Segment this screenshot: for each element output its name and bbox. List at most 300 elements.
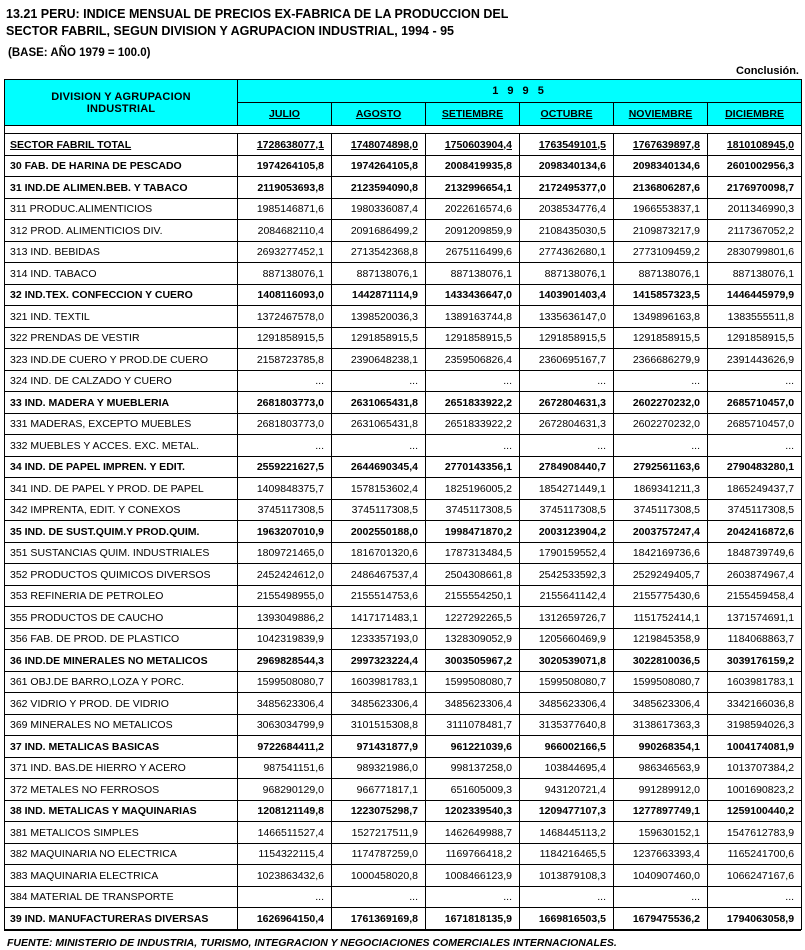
table-row	[5, 241, 802, 263]
row-value: ...	[520, 435, 614, 457]
row-value: 1393049886,2	[238, 607, 332, 629]
row-value: 1004174081,9	[708, 736, 802, 758]
row-value: 1985146871,6	[238, 198, 332, 220]
row-value: 1466511527,4	[238, 822, 332, 844]
row-value: 1417171483,1	[332, 607, 426, 629]
row-value: 3745117308,5	[520, 499, 614, 521]
row-value: 1174787259,0	[332, 843, 426, 865]
row-value: 1750603904,4	[426, 134, 520, 156]
row-value: 2390648238,1	[332, 349, 426, 371]
row-label-text: 313 IND. BEBIDAS	[10, 246, 100, 259]
column-header-division-line2: INDUSTRIAL	[86, 102, 156, 115]
table-row	[5, 327, 802, 349]
row-value: 1446445979,9	[708, 284, 802, 306]
row-value: ...	[332, 886, 426, 908]
row-label-text: 312 PROD. ALIMENTICIOS DIV.	[10, 224, 163, 237]
row-value: 2155775430,6	[614, 585, 708, 607]
row-label-text: 382 MAQUINARIA NO ELECTRICA	[10, 848, 177, 861]
table-row	[5, 585, 802, 607]
row-value: ...	[426, 435, 520, 457]
row-value: 2091209859,9	[426, 220, 520, 242]
row-label-text: 341 IND. DE PAPEL Y PROD. DE PAPEL	[10, 482, 204, 495]
title-line-1: 13.21 PERU: INDICE MENSUAL DE PRECIOS EX-FABRICA DE LA PRODUCCION DEL	[6, 7, 509, 21]
row-value: 1865249437,7	[708, 478, 802, 500]
row-value: 1398520036,3	[332, 306, 426, 328]
row-label-text: 34 IND. DE PAPEL IMPREN. Y EDIT.	[10, 461, 185, 474]
row-label	[5, 413, 238, 435]
row-value: 103844695,4	[520, 757, 614, 779]
row-value: 2830799801,6	[708, 241, 802, 263]
row-label-text: 371 IND. BAS.DE HIERRO Y ACERO	[10, 762, 186, 775]
row-value: 2155554250,1	[426, 585, 520, 607]
column-header-month-diciembre: DICIEMBRE	[708, 103, 802, 126]
table-row	[5, 757, 802, 779]
row-label	[5, 800, 238, 822]
row-label	[5, 564, 238, 586]
row-value: 1854271449,1	[520, 478, 614, 500]
row-label-text: 38 IND. METALICAS Y MAQUINARIAS	[10, 805, 197, 818]
row-value: 1603981783,1	[332, 671, 426, 693]
row-value: 2529249405,7	[614, 564, 708, 586]
row-label-text: 369 MINERALES NO METALICOS	[10, 719, 173, 732]
row-value: 3745117308,5	[332, 499, 426, 521]
row-value: 3198594026,3	[708, 714, 802, 736]
row-value: 1066247167,6	[708, 865, 802, 887]
row-value: 9722684411,2	[238, 736, 332, 758]
row-value: 1259100440,2	[708, 800, 802, 822]
row-value: 1013707384,2	[708, 757, 802, 779]
row-value: 2359506826,4	[426, 349, 520, 371]
row-value: 943120721,4	[520, 779, 614, 801]
row-value: 1277897749,1	[614, 800, 708, 822]
row-label-text: 30 FAB. DE HARINA DE PESCADO	[10, 160, 182, 173]
column-header-month-agosto: AGOSTO	[332, 103, 426, 126]
row-label	[5, 757, 238, 779]
row-value: 2136806287,6	[614, 177, 708, 199]
row-value: 2155641142,4	[520, 585, 614, 607]
row-label-text: 322 PRENDAS DE VESTIR	[10, 332, 140, 345]
row-value: 1312659726,7	[520, 607, 614, 629]
row-label	[5, 521, 238, 543]
row-label-text: 384 MATERIAL DE TRANSPORTE	[10, 891, 174, 904]
row-value: 1816701320,6	[332, 542, 426, 564]
row-value: ...	[614, 886, 708, 908]
row-label-text: 37 IND. METALICAS BASICAS	[10, 740, 160, 753]
row-value: 2366686279,9	[614, 349, 708, 371]
row-value: 1008466123,9	[426, 865, 520, 887]
row-value: 2997323224,4	[332, 650, 426, 672]
row-value: 1527217511,9	[332, 822, 426, 844]
row-value: 3101515308,8	[332, 714, 426, 736]
row-value: 2119053693,8	[238, 177, 332, 199]
row-value: 998137258,0	[426, 757, 520, 779]
row-value: 3022810036,5	[614, 650, 708, 672]
row-value: 2155459458,4	[708, 585, 802, 607]
row-value: 2685710457,0	[708, 413, 802, 435]
row-value: 1291858915,5	[426, 327, 520, 349]
row-label	[5, 370, 238, 392]
row-value: 1223075298,7	[332, 800, 426, 822]
row-value: 1671818135,9	[426, 908, 520, 930]
table-row	[5, 714, 802, 736]
row-value: ...	[708, 370, 802, 392]
row-value: 2773109459,2	[614, 241, 708, 263]
row-value: 2486467537,4	[332, 564, 426, 586]
row-value: 2681803773,0	[238, 392, 332, 414]
row-value: 1761369169,8	[332, 908, 426, 930]
column-header-year: 1 9 9 5	[238, 80, 802, 103]
row-value: 966771817,1	[332, 779, 426, 801]
row-value: 1998471870,2	[426, 521, 520, 543]
row-value: 1974264105,8	[238, 155, 332, 177]
row-value: 989321986,0	[332, 757, 426, 779]
row-value: 1763549101,5	[520, 134, 614, 156]
table-row	[5, 220, 802, 242]
row-label	[5, 220, 238, 242]
row-value: ...	[238, 886, 332, 908]
row-value: ...	[332, 435, 426, 457]
row-value: 1669816503,5	[520, 908, 614, 930]
row-value: 990268354,1	[614, 736, 708, 758]
row-value: 1462649988,7	[426, 822, 520, 844]
row-label	[5, 714, 238, 736]
row-value: 1237663393,4	[614, 843, 708, 865]
row-value: 2603874967,4	[708, 564, 802, 586]
table-row	[5, 607, 802, 629]
row-value: 1599508080,7	[614, 671, 708, 693]
row-value: 1794063058,9	[708, 908, 802, 930]
row-value: 1963207010,9	[238, 521, 332, 543]
row-value: 1291858915,5	[614, 327, 708, 349]
table-row	[5, 908, 802, 930]
row-label-text: 361 OBJ.DE BARRO,LOZA Y PORC.	[10, 676, 185, 689]
row-value: 3485623306,4	[520, 693, 614, 715]
row-value: 3485623306,4	[426, 693, 520, 715]
row-value: 2176970098,7	[708, 177, 802, 199]
row-value: 2098340134,6	[520, 155, 614, 177]
row-value: 2022616574,6	[426, 198, 520, 220]
row-value: 3063034799,9	[238, 714, 332, 736]
row-label	[5, 650, 238, 672]
table-row	[5, 693, 802, 715]
row-value: 2123594090,8	[332, 177, 426, 199]
table-row	[5, 306, 802, 328]
row-value: 2713542368,8	[332, 241, 426, 263]
column-header-month-noviembre: NOVIEMBRE	[614, 103, 708, 126]
row-label	[5, 671, 238, 693]
row-label	[5, 865, 238, 887]
row-label	[5, 736, 238, 758]
row-value: 1371574691,1	[708, 607, 802, 629]
row-value: ...	[708, 435, 802, 457]
row-value: 2008419935,8	[426, 155, 520, 177]
row-value: 2651833922,2	[426, 392, 520, 414]
row-label	[5, 822, 238, 844]
row-value: 2675116499,6	[426, 241, 520, 263]
row-value: 1825196005,2	[426, 478, 520, 500]
row-value: 1442871114,9	[332, 284, 426, 306]
row-value: 2631065431,8	[332, 392, 426, 414]
row-value: 1208121149,8	[238, 800, 332, 822]
table-row	[5, 263, 802, 285]
row-value: 3039176159,2	[708, 650, 802, 672]
row-value: 1599508080,7	[238, 671, 332, 693]
table-row	[5, 284, 802, 306]
row-value: 2602270232,0	[614, 392, 708, 414]
row-value: 3342166036,8	[708, 693, 802, 715]
row-value: 3111078481,7	[426, 714, 520, 736]
row-value: 2672804631,3	[520, 413, 614, 435]
row-label-text: 314 IND. TABACO	[10, 267, 97, 280]
row-value: 3138617363,3	[614, 714, 708, 736]
row-label	[5, 843, 238, 865]
row-value: 1599508080,7	[426, 671, 520, 693]
row-label	[5, 155, 238, 177]
table-row	[5, 435, 802, 457]
row-value: 3020539071,8	[520, 650, 614, 672]
row-value: 1403901403,4	[520, 284, 614, 306]
table-row	[5, 155, 802, 177]
row-value: 1974264105,8	[332, 155, 426, 177]
row-label-text: 353 REFINERIA DE PETROLEO	[10, 590, 164, 603]
row-label	[5, 585, 238, 607]
row-label-text: 372 METALES NO FERROSOS	[10, 783, 160, 796]
row-value: 2003757247,4	[614, 521, 708, 543]
row-label-text: 324 IND. DE CALZADO Y CUERO	[10, 375, 172, 388]
row-value: 2504308661,8	[426, 564, 520, 586]
row-value: 1233357193,0	[332, 628, 426, 650]
table-row	[5, 886, 802, 908]
row-value: 1154322115,4	[238, 843, 332, 865]
row-label-text: 321 IND. TEXTIL	[10, 310, 90, 323]
row-label-text: 356 FAB. DE PROD. DE PLASTICO	[10, 633, 180, 646]
row-value: 1335636147,0	[520, 306, 614, 328]
row-value: 1001690823,2	[708, 779, 802, 801]
row-value: 3003505967,2	[426, 650, 520, 672]
row-value: ...	[614, 435, 708, 457]
row-value: 1291858915,5	[238, 327, 332, 349]
page-title	[4, 4, 801, 61]
row-value: 887138076,1	[708, 263, 802, 285]
row-label-text: 355 PRODUCTOS DE CAUCHO	[10, 611, 164, 624]
row-value: ...	[708, 886, 802, 908]
row-value: 1023863432,6	[238, 865, 332, 887]
row-value: 986346563,9	[614, 757, 708, 779]
row-label	[5, 542, 238, 564]
row-value: 1389163744,8	[426, 306, 520, 328]
row-value: 2003123904,2	[520, 521, 614, 543]
row-value: 1040907460,0	[614, 865, 708, 887]
table-header-row-1	[5, 80, 802, 103]
row-value: 1013879108,3	[520, 865, 614, 887]
row-value: 887138076,1	[426, 263, 520, 285]
row-value: 2117367052,2	[708, 220, 802, 242]
row-value: 2792561163,6	[614, 456, 708, 478]
row-value: 2693277452,1	[238, 241, 332, 263]
table-row	[5, 736, 802, 758]
row-value: 1603981783,1	[708, 671, 802, 693]
row-label	[5, 886, 238, 908]
column-header-division	[5, 80, 238, 126]
row-value: 1205660469,9	[520, 628, 614, 650]
table-row	[5, 650, 802, 672]
table-row	[5, 865, 802, 887]
row-value: 1966553837,1	[614, 198, 708, 220]
row-value: 1328309052,9	[426, 628, 520, 650]
row-value: 1169766418,2	[426, 843, 520, 865]
row-value: ...	[520, 370, 614, 392]
row-value: 887138076,1	[332, 263, 426, 285]
row-value: 2109873217,9	[614, 220, 708, 242]
row-value: 2770143356,1	[426, 456, 520, 478]
row-value: 1202339540,3	[426, 800, 520, 822]
row-value: 887138076,1	[614, 263, 708, 285]
row-value: 3485623306,4	[238, 693, 332, 715]
table-row	[5, 478, 802, 500]
row-value: 991289912,0	[614, 779, 708, 801]
row-value: 2038534776,4	[520, 198, 614, 220]
row-value: 159630152,1	[614, 822, 708, 844]
table-row	[5, 843, 802, 865]
row-value: 2784908440,7	[520, 456, 614, 478]
row-label	[5, 478, 238, 500]
row-value: 987541151,6	[238, 757, 332, 779]
row-value: 966002166,5	[520, 736, 614, 758]
row-value: 1810108945,0	[708, 134, 802, 156]
table-row	[5, 370, 802, 392]
row-value: 971431877,9	[332, 736, 426, 758]
row-value: 2108435030,5	[520, 220, 614, 242]
table-row	[5, 177, 802, 199]
row-value: 1848739749,6	[708, 542, 802, 564]
row-label	[5, 284, 238, 306]
row-value: 1547612783,9	[708, 822, 802, 844]
row-label	[5, 306, 238, 328]
table-row	[5, 456, 802, 478]
row-value: 1000458020,8	[332, 865, 426, 887]
table-row	[5, 134, 802, 156]
row-value: 1468445113,2	[520, 822, 614, 844]
row-value: 1767639897,8	[614, 134, 708, 156]
table-row	[5, 564, 802, 586]
conclusion-label: Conclusión.	[736, 65, 799, 78]
row-value: 2360695167,7	[520, 349, 614, 371]
row-value: 1748074898,0	[332, 134, 426, 156]
row-value: ...	[332, 370, 426, 392]
row-label-text: 36 IND.DE MINERALES NO METALICOS	[10, 654, 208, 667]
table-row	[5, 413, 802, 435]
row-value: 1291858915,5	[332, 327, 426, 349]
row-value: 2091686499,2	[332, 220, 426, 242]
row-value: 2559221627,5	[238, 456, 332, 478]
table-row	[5, 779, 802, 801]
source-footer: FUENTE: MINISTERIO DE INDUSTRIA, TURISMO, INTEGRACION Y NEGOCIACIONES COMERCIALES INTERNACIONALES.	[4, 930, 801, 949]
row-value: 1409848375,7	[238, 478, 332, 500]
row-label	[5, 779, 238, 801]
row-label-text: 331 MADERAS, EXCEPTO MUEBLES	[10, 418, 192, 431]
row-value: 2681803773,0	[238, 413, 332, 435]
row-value: 3745117308,5	[614, 499, 708, 521]
row-value: 2601002956,3	[708, 155, 802, 177]
row-label	[5, 908, 238, 930]
table-spacer-row	[5, 126, 802, 134]
row-value: 2651833922,2	[426, 413, 520, 435]
column-header-division-line1: DIVISION Y AGRUPACION	[51, 90, 191, 103]
row-value: 1679475536,2	[614, 908, 708, 930]
row-value: 1728638077,1	[238, 134, 332, 156]
table-row	[5, 800, 802, 822]
row-value: 2155514753,6	[332, 585, 426, 607]
table-row	[5, 628, 802, 650]
row-value: 2790483280,1	[708, 456, 802, 478]
row-value: ...	[426, 370, 520, 392]
row-value: 2391443626,9	[708, 349, 802, 371]
row-label	[5, 435, 238, 457]
table-row	[5, 542, 802, 564]
table-row	[5, 521, 802, 543]
row-value: 1599508080,7	[520, 671, 614, 693]
row-value: 1790159552,4	[520, 542, 614, 564]
row-label	[5, 198, 238, 220]
base-note: (BASE: AÑO 1979 = 100.0)	[8, 46, 151, 59]
row-value: 1842169736,6	[614, 542, 708, 564]
row-value: 2631065431,8	[332, 413, 426, 435]
row-value: 887138076,1	[520, 263, 614, 285]
row-value: ...	[238, 370, 332, 392]
table-header	[5, 80, 802, 126]
row-value: 2542533592,3	[520, 564, 614, 586]
row-label-text: 351 SUSTANCIAS QUIM. INDUSTRIALES	[10, 547, 210, 560]
row-value: 2969828544,3	[238, 650, 332, 672]
row-value: 2452424612,0	[238, 564, 332, 586]
row-value: 2685710457,0	[708, 392, 802, 414]
row-value: 961221039,6	[426, 736, 520, 758]
row-value: 968290129,0	[238, 779, 332, 801]
table-row	[5, 671, 802, 693]
row-value: 2011346990,3	[708, 198, 802, 220]
table-body	[5, 126, 802, 930]
row-value: 1291858915,5	[708, 327, 802, 349]
row-label	[5, 327, 238, 349]
row-label	[5, 628, 238, 650]
row-value: 1042319839,9	[238, 628, 332, 650]
table-row	[5, 392, 802, 414]
row-value: 1809721465,0	[238, 542, 332, 564]
row-label	[5, 241, 238, 263]
row-value: 1372467578,0	[238, 306, 332, 328]
row-label	[5, 134, 238, 156]
row-value: ...	[520, 886, 614, 908]
row-value: 1184068863,7	[708, 628, 802, 650]
row-value: 2155498955,0	[238, 585, 332, 607]
table-row	[5, 499, 802, 521]
row-value: 1227292265,5	[426, 607, 520, 629]
row-label-text: 332 MUEBLES Y ACCES. EXC. METAL.	[10, 439, 200, 452]
row-value: 3485623306,4	[614, 693, 708, 715]
row-label	[5, 456, 238, 478]
column-header-month-setiembre: SETIEMBRE	[426, 103, 520, 126]
row-value: 3745117308,5	[426, 499, 520, 521]
row-value: 1578153602,4	[332, 478, 426, 500]
row-label-text: 33 IND. MADERA Y MUEBLERIA	[10, 396, 170, 409]
price-index-table	[4, 79, 802, 930]
row-value: 1383555511,8	[708, 306, 802, 328]
row-value: 2098340134,6	[614, 155, 708, 177]
row-value: 2774362680,1	[520, 241, 614, 263]
row-label-text: 39 IND. MANUFACTURERAS DIVERSAS	[10, 912, 209, 925]
row-value: 1415857323,5	[614, 284, 708, 306]
row-value: 1291858915,5	[520, 327, 614, 349]
